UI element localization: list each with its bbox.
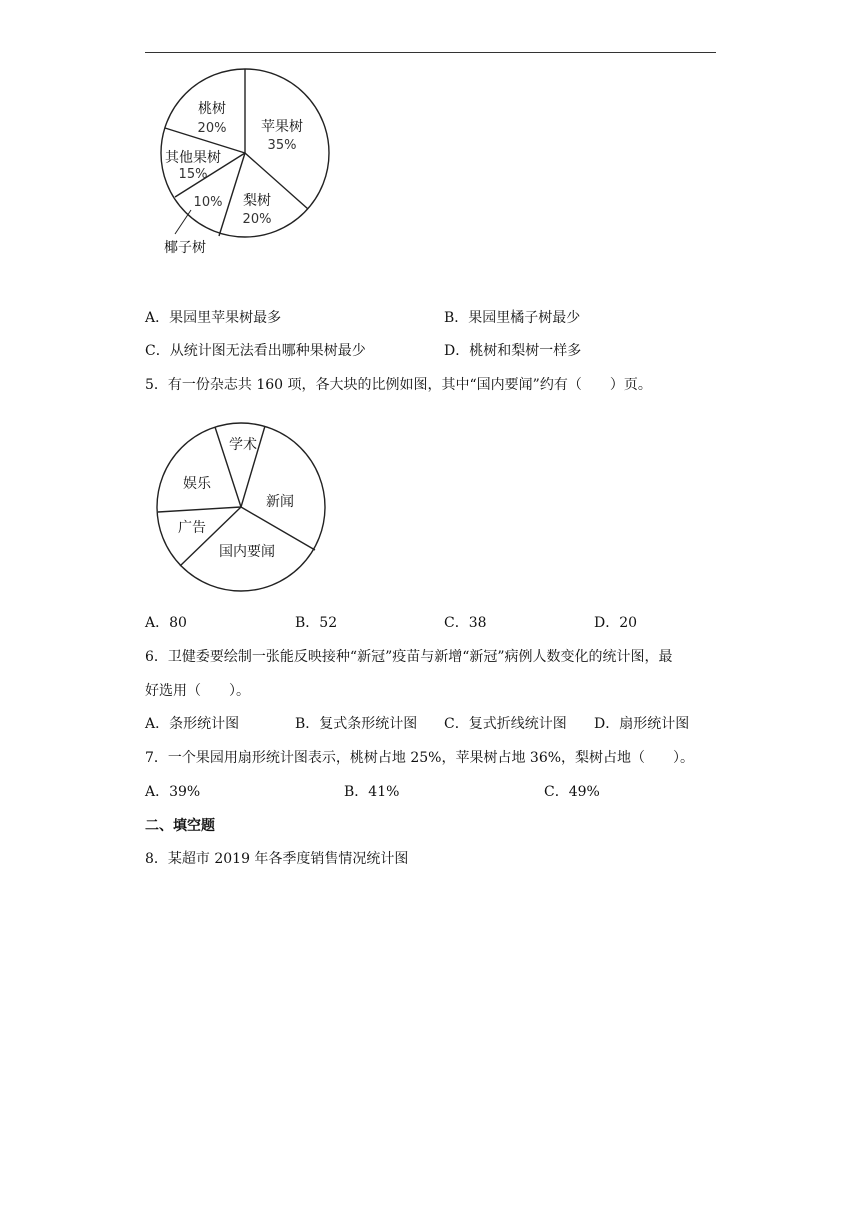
q5-option-d[interactable]: D．20 xyxy=(594,615,638,631)
q5-option-a[interactable]: A．80 xyxy=(145,615,187,631)
pie2-label-news: 新闻 xyxy=(266,494,294,510)
orchard-pie-chart xyxy=(155,66,335,262)
q7-option-a[interactable]: A．39% xyxy=(145,784,201,800)
q7-option-b[interactable]: B．41% xyxy=(344,784,400,800)
pie1-label-pear-pct: 20% xyxy=(242,212,272,227)
pie1-label-other-pct: 15% xyxy=(178,167,208,182)
pie1-label-peach: 桃树 xyxy=(198,101,226,117)
q6-option-b[interactable]: B．复式条形统计图 xyxy=(295,716,418,732)
q6-stem-line2: 好选用（ ）。 xyxy=(145,683,250,699)
pie1-label-coconut: 椰子树 xyxy=(164,240,206,256)
q4-option-b[interactable]: B．果园里橘子树最少 xyxy=(444,310,581,326)
q6-option-c[interactable]: C．复式折线统计图 xyxy=(444,716,567,732)
q7-option-c[interactable]: C．49% xyxy=(544,784,600,800)
q5-option-c[interactable]: C．38 xyxy=(444,615,487,631)
pie1-pointer xyxy=(175,210,191,234)
q7-stem: 7．一个果园用扇形统计图表示，桃树占地 25%，苹果树占地 36%，梨树占地（ ）。 xyxy=(145,750,695,766)
magazine-pie-chart xyxy=(155,420,330,595)
pie1-label-coconut-pct: 10% xyxy=(193,195,223,210)
q5-stem: 5．有一份杂志共 160 项，各大块的比例如图，其中“国内要闻”约有（ ）页。 xyxy=(145,377,652,393)
pie2-label-domestic: 国内要闻 xyxy=(219,544,275,560)
q4-option-d[interactable]: D．桃树和梨树一样多 xyxy=(444,343,582,359)
pie2-label-entertainment: 娱乐 xyxy=(183,476,211,492)
pie2-label-academic: 学术 xyxy=(229,437,257,453)
header-rule xyxy=(145,52,716,53)
pie1-label-pear: 梨树 xyxy=(243,193,271,209)
section-fill-in-title: 二、填空题 xyxy=(145,818,215,834)
pie2-label-ads: 广告 xyxy=(178,520,206,536)
q6-option-d[interactable]: D．扇形统计图 xyxy=(594,716,690,732)
pie1-label-apple: 苹果树 xyxy=(261,119,303,135)
q8-stem: 8．某超市 2019 年各季度销售情况统计图 xyxy=(145,851,409,867)
q5-option-b[interactable]: B．52 xyxy=(295,615,338,631)
q4-option-c[interactable]: C．从统计图无法看出哪种果树最少 xyxy=(145,343,366,359)
pie1-label-apple-pct: 35% xyxy=(267,138,297,153)
pie1-label-peach-pct: 20% xyxy=(197,121,227,136)
q6-stem-line1: 6．卫健委要绘制一张能反映接种“新冠”疫苗与新增“新冠”病例人数变化的统计图，最 xyxy=(145,649,673,665)
q4-option-a[interactable]: A．果园里苹果树最多 xyxy=(145,310,282,326)
q6-option-a[interactable]: A．条形统计图 xyxy=(145,716,240,732)
pie1-label-other: 其他果树 xyxy=(165,150,221,166)
